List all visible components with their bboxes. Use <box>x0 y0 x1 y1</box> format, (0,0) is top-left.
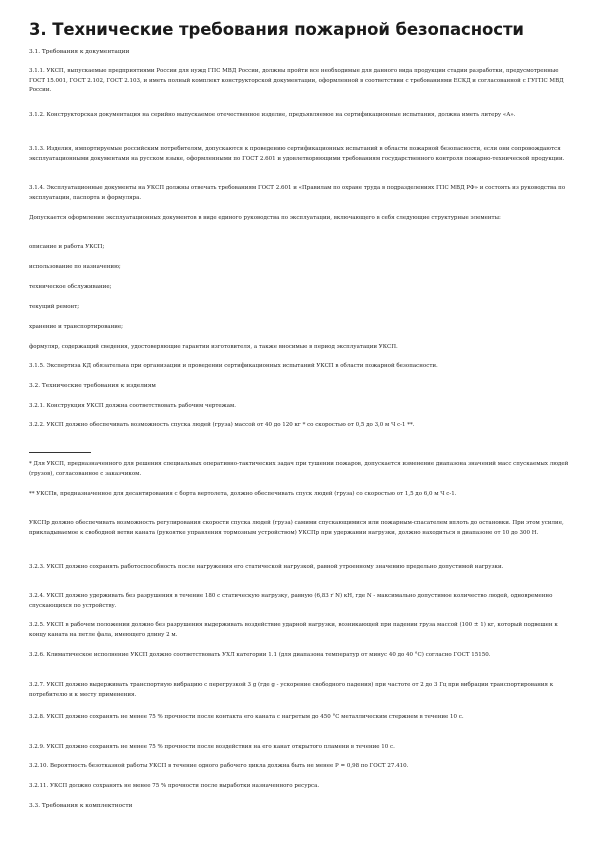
footnote-divider <box>29 452 91 453</box>
paragraph-3-2-9: 3.2.9. УКСП должно сохранять не менее 75 % прочности после воздействия на его канат открытого пламени в течение 10 с. <box>29 744 395 750</box>
footnote-3: УКСПр должно обеспечивать возможность регулирования скорости спуска людей (груза) самими спускающимися или пожарным-спасателем вплоть до остановки. При этом усилие, прикладываемое к свободной ветви каната (рукоятке управления тормозным устройством) УКСПр при удержании нагрузки, должно находиться в диапазоне от 10 до 300 Н. <box>29 520 564 536</box>
list-item-usage: использование по назначению; <box>29 264 121 270</box>
paragraph-3-1-3: 3.1.3. Изделия, импортируемые российским потребителям, допускаются к проведению сертификационных испытаний в области пожарной безопасности, если они сопровождаются эксплуатационными документами на русском языке, оформленными по ГОСТ 2.601 и удовлетворяющими требованиям государственного контроля пожарно-технической продукции. <box>29 146 565 162</box>
paragraph-3-2-3: 3.2.3. УКСП должно сохранять работоспособность после нагружения его статической нагрузкой, равной утроенному значению предельно допустимой нагрузки. <box>29 564 504 570</box>
paragraph-structure-intro: Допускается оформление эксплуатационных документов в виде единого руководства по эксплуатации, включающего в себя следующие структурные элементы: <box>29 215 501 221</box>
paragraph-3-2-11: 3.2.11. УКСП должно сохранять не менее 75 % прочности после выработки назначенного ресурса. <box>29 783 320 789</box>
list-item-maintenance: техническое обслуживание; <box>29 284 112 290</box>
paragraph-3-1-1: 3.1.1. УКСП, выпускаемые предприятиями России для нужд ГПС МВД России, должны пройти все необходимые для данного вида продукции стадии разработки, предусмотренные ГОСТ 15.001, ГОСТ 2.102, ГОСТ 2.103, и иметь полный комплект конструкторской документации, оформленной в соответствии с требованиями ЕСКД и согласованной с ГУГПС МВД России. <box>29 68 564 93</box>
subsection-heading-3-2: 3.2. Технические требования к изделиям <box>29 383 156 389</box>
subsection-heading-3-1: 3.1. Требования к документации <box>29 49 130 55</box>
paragraph-3-1-4: 3.1.4. Эксплуатационные документы на УКСП должны отвечать требованиям ГОСТ 2.601 и «Правилам по охране труда в подразделениях ГПС МВД РФ» и состоять из руководства по эксплуатации, паспорта и формуляра. <box>29 185 566 201</box>
list-item-storage: хранение и транспортирование; <box>29 324 124 330</box>
list-item-description: описание и работа УКСП; <box>29 244 105 250</box>
paragraph-3-2-10: 3.2.10. Вероятность безотказной работы УКСП в течение одного рабочего цикла должна быть не менее P = 0,98 по ГОСТ 27.410. <box>29 763 409 769</box>
paragraph-3-1-2: 3.1.2. Конструкторская документация на серийно выпускаемое отечественное изделие, предъявляемое на сертификационные испытания, должна иметь литеру «А». <box>29 112 516 118</box>
footnote-2: ** УКСПв, предназначенное для десантирования с борта вертолета, должно обеспечивать спуск людей (груза) со скоростью от 1,5 до 6,0 м Ч с-1. <box>29 491 457 497</box>
paragraph-3-1-5: 3.1.5. Экспертиза КД обязательна при организации и проведении сертификационных испытаний УКСП в области пожарной безопасности. <box>29 363 438 369</box>
section-title: 3. Технические требования пожарной безопасности <box>29 20 524 39</box>
list-item-logbook: формуляр, содержащий сведения, удостоверяющие гарантии изготовителя, а также вносимые в период эксплуатации УКСП. <box>29 344 398 350</box>
subsection-heading-3-3: 3.3. Требования к комплектности <box>29 803 133 809</box>
paragraph-3-2-2: 3.2.2. УКСП должно обеспечивать возможность спуска людей (груза) массой от 40 до 120 кг * со скоростью от 0,5 до 3,0 м Ч с-1 **. <box>29 422 415 428</box>
paragraph-3-2-7: 3.2.7. УКСП должно выдерживать транспортную вибрацию с перегрузкой 3 g (где g - ускорение свободного падения) при частоте от 2 до 3 Гц при вибрации транспортирования к потребителю и к месту применения. <box>29 682 554 698</box>
footnote-1: * Для УКСП, предназначенного для решения специальных оперативно-тактических задач при тушении пожаров, допускается изменение диапазона значений масс спускаемых людей (грузов), согласованное с заказчиком. <box>29 461 569 477</box>
list-item-repair: текущий ремонт; <box>29 304 80 310</box>
paragraph-3-2-5: 3.2.5. УКСП в рабочем положении должно без разрушения выдерживать воздействие ударной нагрузки, возникающей при падении груза массой (100 ± 1) кг, который подвешен к концу каната на петле фала, имеющего длину 2 м. <box>29 622 558 638</box>
paragraph-3-2-8: 3.2.8. УКСП должно сохранять не менее 75 % прочности после контакта его каната с нагретым до 450 °С металлическим стержнем в течение 10 с. <box>29 714 464 720</box>
paragraph-3-2-4: 3.2.4. УКСП должно удерживать без разрушения в течение 180 с статическую нагрузку, равную (6,83 ґ N) кН, где N - максимально допустимое количество людей, одновременно спускающихся по устройству. <box>29 593 553 609</box>
paragraph-3-2-1: 3.2.1. Конструкция УКСП должна соответствовать рабочим чертежам. <box>29 403 237 409</box>
paragraph-3-2-6: 3.2.6. Климатическое исполнение УКСП должно соответствовать УХЛ категории 1.1 (для диапазона температур от минус 40 до 40 °С) согласно ГОСТ 15150. <box>29 652 491 658</box>
